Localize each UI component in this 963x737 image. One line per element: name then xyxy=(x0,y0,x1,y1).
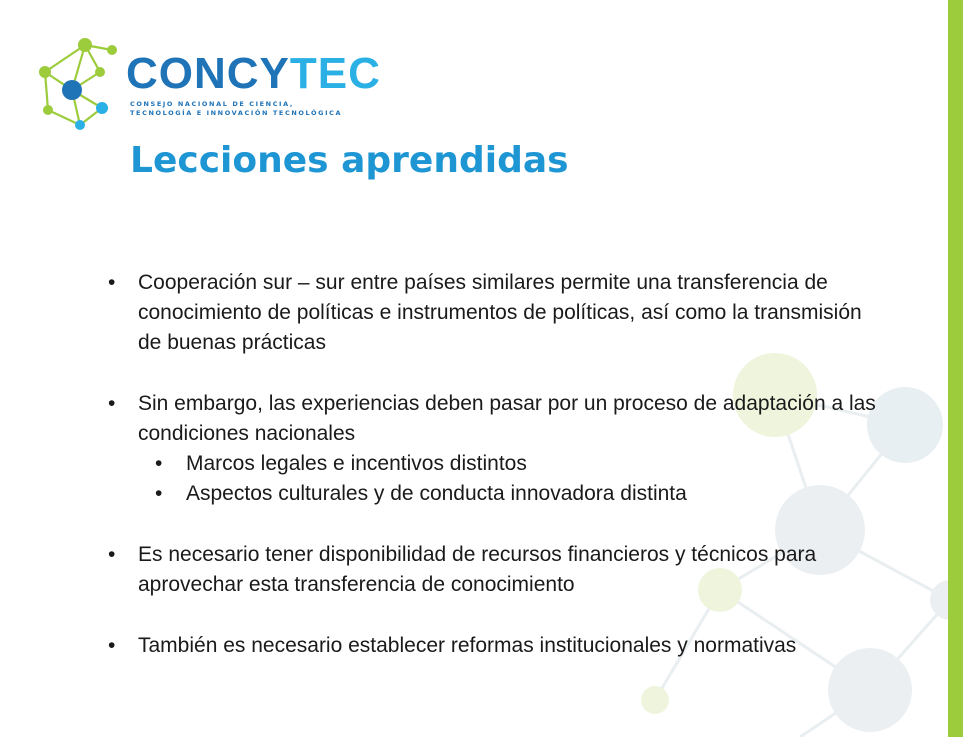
logo-network-icon xyxy=(30,30,125,135)
logo-subtitle-line1: CONSEJO NACIONAL DE CIENCIA, xyxy=(130,100,294,108)
sub-bullet-item: • Marcos legales e incentivos distintos xyxy=(104,449,884,479)
sub-bullet-item: • Aspectos culturales y de conducta innovadora distinta xyxy=(104,479,884,509)
slide-title: Lecciones aprendidas xyxy=(130,140,569,181)
logo-subtitle xyxy=(130,100,342,118)
logo-wordmark xyxy=(126,49,381,98)
concytec-logo xyxy=(30,30,380,140)
bullet-item: • Cooperación sur – sur entre países similares permite una transferencia de conocimiento de políticas e instrumentos de políticas, así como la transmisión de buenas prácticas xyxy=(104,268,884,358)
bullet-list xyxy=(104,268,884,692)
bullet-item: • Es necesario tener disponibilidad de recursos financieros y técnicos para aprovechar esta transferencia de conocimiento xyxy=(104,540,884,600)
right-accent-bar xyxy=(948,0,963,737)
logo-word-part1: CONCY xyxy=(126,49,290,98)
bullet-item: • También es necesario establecer reformas institucionales y normativas xyxy=(104,631,884,661)
logo-word-part2: TEC xyxy=(289,49,381,98)
logo-subtitle-line2: TECNOLOGÍA E INNOVACIÓN TECNOLÓGICA xyxy=(130,109,343,117)
bullet-item: • Sin embargo, las experiencias deben pasar por un proceso de adaptación a las condiciones nacionales xyxy=(104,389,884,449)
